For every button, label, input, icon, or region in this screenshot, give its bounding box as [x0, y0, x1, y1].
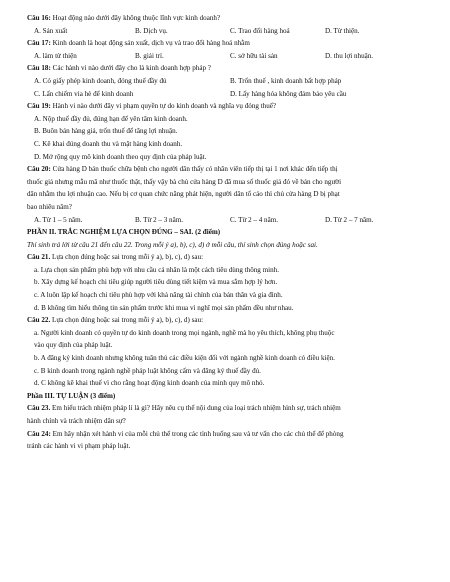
option-c: C. Lấn chiếm via hè để kinh doanh [34, 89, 134, 98]
option-b: B. Buôn bán hàng giả, trốn thuế để tăng lợi nhuận. [34, 127, 178, 136]
question-text-line-1: Em hãy nhận xét hành vi của mỗi chủ thể trong các tình huống sau và tư vấn cho các chủ thể để phòng [52, 429, 344, 438]
question-17 [27, 37, 430, 50]
option-a: A. Từ 1 – 5 năm. [34, 215, 83, 224]
question-text-line-3: dân nhằm thu lợi nhuận cao. Nếu bị cơ quan chức năng phát hiện, người dân tố cáo thì chủ cửa hàng D bị phạt [27, 190, 340, 199]
part-2-title-text: PHẦN II. TRẮC NGHIỆM LỰA CHỌN ĐÚNG – SAI. (2 điểm) [27, 228, 221, 237]
option-b: B. giải trí. [135, 51, 164, 60]
question-number: Câu 23. [27, 404, 51, 413]
option-c: C. Trao đổi hàng hoá [230, 26, 290, 35]
question-text: Lựa chọn đúng hoặc sai trong mỗi ý a), b), c), d) sau: [52, 253, 204, 262]
part-2-instruction: Thí sinh trả lời từ câu 21 đến câu 22. Trong mỗi ý a), b), c), d) ở mỗi câu, thí sinh chọn đúng hoặc sai. [27, 240, 318, 249]
question-number: Câu 16: [27, 14, 51, 22]
question-text-line-1: Em hiểu trách nhiệm pháp lí là gì? Hãy nêu cụ thể nội dung của loại trách nhiệm hình sự, trách nhiệm [52, 404, 341, 413]
option-c: C. Kê khai đúng doanh thu và mặt hàng kinh doanh. [34, 139, 183, 148]
question-text-line-2: hành chính và trách nhiệm dân sự? [27, 417, 126, 425]
question-text-line-2: thuốc giả nhưng mẫu mã như thuốc thật, thấy vậy bà chủ cửa hàng D đã mua số thuốc giả đó về bán cho người [27, 177, 342, 186]
question-number: Câu 19: [27, 102, 51, 111]
question-17-options [27, 50, 430, 63]
question-number: Câu 17: [27, 39, 51, 48]
question-number: Câu 24: [27, 429, 51, 438]
option-d: D. Từ 2 – 7 năm. [325, 215, 374, 224]
option-c: C. sở hữu tài sản [230, 51, 278, 60]
question-16-options [27, 25, 430, 38]
option-b: B. Trốn thuế , kinh doanh bất hợp pháp [230, 76, 342, 85]
question-18-options-row2 [27, 88, 430, 101]
statement-c: c. B kinh doanh trong ngành nghề pháp luật không cấm và đăng ký thuế đầy đủ. [34, 366, 261, 375]
question-24 [27, 428, 430, 441]
question-number: Câu 22. [27, 316, 51, 325]
question-text: Các hành vi nào dưới đây cho là kinh doanh hợp pháp ? [52, 64, 211, 73]
part-3-title [27, 390, 430, 403]
question-18-options-row1 [27, 75, 430, 88]
statement-b: b. A đăng ký kinh doanh nhưng không tuân thủ các điều kiện đối với ngành nghề kinh doanh có điều kiện. [34, 354, 335, 363]
option-d: D. Từ thiện. [325, 26, 360, 35]
option-b: B. Dịch vụ. [135, 26, 168, 35]
question-18 [27, 62, 430, 75]
option-a: A. làm từ thiện [34, 51, 77, 60]
question-text: Hành vi nào dưới đây vi phạm quyền tự do kinh doanh và nghĩa vụ đóng thuế? [52, 102, 277, 111]
question-20-options [27, 214, 430, 227]
option-d: D. Lấy hàng hóa không đảm bảo yêu cầu [230, 89, 347, 98]
question-text-line-2: tránh các hành vi vi phạm pháp luật. [27, 442, 131, 451]
question-23 [27, 402, 430, 415]
option-c: C. Từ 2 – 4 năm. [230, 215, 279, 224]
part-2-title [27, 226, 430, 239]
statement-b: b. Xây dựng kế hoạch chi tiêu giúp người tiêu dùng tiết kiệm và mua sắm hợp lý hơn. [34, 278, 278, 287]
option-a: A. Sản xuất [34, 26, 68, 35]
statement-a: a. Người kinh doanh có quyền tự do kinh doanh trong mọi ngành, nghề mà họ yêu thích, không phụ thuộc [34, 328, 335, 337]
question-text: Lựa chọn đúng hoặc sai trong mỗi ý a), b), c), d) sau: [52, 316, 204, 325]
question-number: Câu 20: [27, 165, 51, 174]
question-text: Hoạt động nào dưới đây không thuộc lĩnh vực kinh doanh? [52, 14, 221, 22]
option-b: B. Từ 2 – 3 năm. [135, 215, 184, 224]
question-number: Câu 21. [27, 253, 51, 262]
statement-a: a. Lựa chọn sản phẩm phù hợp với nhu cầu cá nhân là một cách tiêu dùng thông minh. [34, 265, 279, 274]
option-a: A. Có giấy phép kinh doanh, đóng thuế đầy đủ [34, 76, 167, 85]
statement-d: d. C không kê khai thuế vì cho rằng hoạt động kinh doanh của mình quy mô nhỏ. [34, 379, 265, 388]
statement-c: c. A luôn lập kế hoạch chi tiêu phù hợp với khả năng tài chính của bản thân và gia đình. [34, 291, 283, 300]
statement-a-continued: vào quy định của pháp luật. [34, 341, 113, 350]
statement-d: d. B không tìm hiểu thông tin sản phẩm trước khi mua vì nghĩ mọi sản phẩm đều như nhau. [34, 303, 294, 312]
option-a: A. Nộp thuế đầy đủ, đúng hạn để yên tâm kinh doanh. [34, 114, 188, 123]
question-16 [27, 12, 430, 25]
question-text: Kinh doanh là hoạt động sản xuất, dịch vụ và trao đổi hàng hoá nhằm [52, 39, 250, 48]
option-d: D. thu lợi nhuận. [325, 51, 374, 60]
question-22 [27, 314, 430, 327]
question-19 [27, 100, 430, 113]
option-d: D. Mở rộng quy mô kinh doanh theo quy định của pháp luật. [34, 152, 207, 161]
question-text-line-1: Cửa hàng D bán thuốc chữa bệnh cho người dân thấy có nhân viên tiếp thị tại 1 nơi khác đến tiếp thị [52, 165, 338, 174]
question-20 [27, 163, 430, 176]
question-21 [27, 251, 430, 264]
question-number: Câu 18: [27, 64, 51, 73]
part-3-title-text: Phần III. TỰ LUẬN (3 điểm) [27, 391, 116, 400]
question-text-line-4: bao nhiêu năm? [27, 202, 72, 211]
